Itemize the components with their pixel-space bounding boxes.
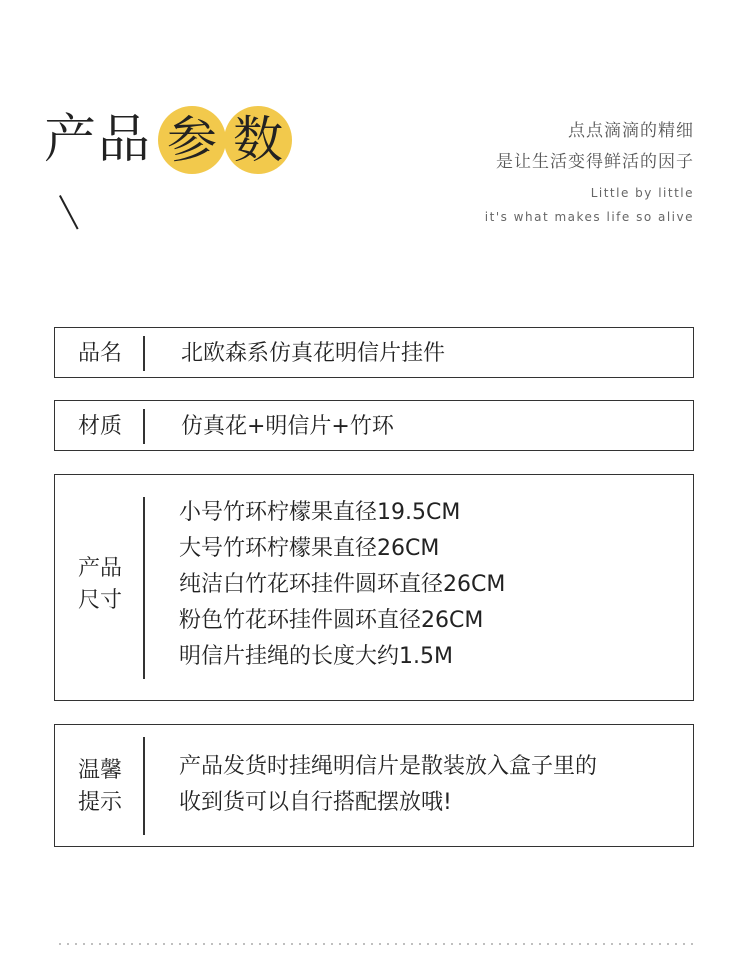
spec-label: 品名 (77, 341, 122, 366)
spec-row-material (54, 400, 694, 451)
slogan-cn-line1: 点点滴滴的精细 (568, 121, 694, 141)
divider (143, 409, 145, 444)
slogan-en-line2: it's what makes life so alive (484, 210, 694, 224)
spec-value-list (179, 495, 505, 675)
slogan-en-line1: Little by little (590, 186, 694, 200)
slogan-cn-line2: 是让生活变得鲜活的因子 (496, 152, 694, 172)
divider (143, 737, 145, 835)
spec-label: 材质 (77, 414, 122, 439)
spec-value-line: 产品发货时挂绳明信片是散装放入盒子里的 (179, 754, 598, 779)
divider (143, 497, 145, 679)
spec-label (55, 755, 145, 819)
spec-label-line: 提示 (77, 790, 122, 815)
spec-value-list (179, 749, 597, 821)
spec-value-line: 纯洁白竹花环挂件圆环直径26CM (179, 572, 506, 597)
spec-value: 北欧森系仿真花明信片挂件 (181, 341, 446, 366)
spec-value-line: 明信片挂绳的长度大约1.5M (179, 644, 453, 669)
spec-row-notice (54, 724, 694, 847)
divider (143, 336, 145, 371)
spec-value-line: 收到货可以自行搭配摆放哦! (179, 790, 452, 815)
spec-value-line: 小号竹环柠檬果直径19.5CM (179, 500, 461, 525)
spec-value-line: 粉色竹花环挂件圆环直径26CM (179, 608, 484, 633)
spec-label-line: 尺寸 (77, 588, 122, 613)
spec-row-size (54, 474, 694, 701)
spec-label-line: 温馨 (77, 758, 122, 783)
spec-row-name (54, 327, 694, 378)
decorative-slash (59, 195, 79, 229)
title-circle-char: 参 (158, 106, 226, 174)
title-text: 产品 (44, 110, 153, 170)
title-circle-char: 数 (224, 106, 292, 174)
dotted-separator (56, 941, 696, 947)
spec-label (55, 553, 145, 617)
spec-label-line: 产品 (77, 556, 122, 581)
spec-value-line: 大号竹环柠檬果直径26CM (179, 536, 440, 561)
spec-value: 仿真花+明信片+竹环 (181, 414, 394, 439)
